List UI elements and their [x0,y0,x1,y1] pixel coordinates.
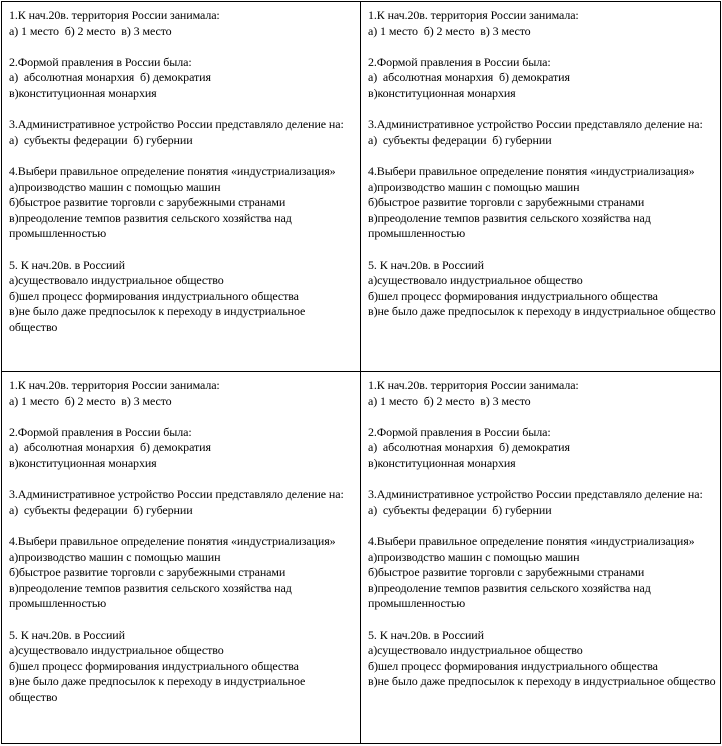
answer-option: в)не было даже предпосылок к переходу в индустриальное общество [9,304,309,334]
answer-options: а) 1 место б) 2 место в) 3 место [368,23,531,38]
table-row [2,372,721,744]
answer-option: б)быстрое развитие торговли с зарубежными странами [9,195,286,210]
question-text: 5. К нач.20в. в Россиий [9,627,125,642]
answer-option: в)конституционная монархия [9,85,157,100]
answer-option: а)производство машин с помощью машин [9,179,221,194]
answer-option: а)производство машин с помощью машин [368,179,580,194]
answer-options: а) 1 место б) 2 место в) 3 место [9,393,172,408]
question-4 [9,164,356,242]
question-text: 1.К нач.20в. территория России занимала: [9,378,220,392]
answer-option: а)производство машин с помощью машин [368,549,580,564]
answer-options: а) абсолютная монархия б) демократия [9,70,211,85]
question-text: 4.Выбери правильное определение понятия «индустриализация» [9,163,336,178]
answer-option: а)производство машин с помощью машин [9,549,221,564]
question-4 [9,534,356,612]
quiz-card-body [368,378,716,690]
answer-option: в)конституционная монархия [368,85,516,100]
question-text: 5. К нач.20в. в Россиий [368,627,484,642]
question-text: 1.К нач.20в. территория России занимала: [368,378,579,392]
answer-option: б)быстрое развитие торговли с зарубежными странами [368,195,645,210]
question-3 [368,117,716,148]
question-text: 3.Административное устройство России представляло деление на: [368,487,703,502]
question-1 [9,8,356,39]
question-4 [368,164,716,242]
quiz-card-body [9,378,356,705]
answer-option: б)шел процесс формирования индустриального общества [368,288,658,303]
answer-option: а)существовало индустриальное общество [368,643,583,658]
question-5 [9,628,356,706]
question-5 [9,258,356,336]
quiz-card [2,372,361,744]
answer-option: в)преодоление темпов развития сельского хозяйства над промышленностью [368,210,654,241]
question-text: 4.Выбери правильное определение понятия «индустриализация» [9,533,336,548]
answer-option: в)преодоление темпов развития сельского хозяйства над промышленностью [368,580,654,611]
answer-option: б)шел процесс формирования индустриального общества [9,288,299,303]
question-text: 1.К нач.20в. территория России занимала: [368,8,579,22]
question-text: 4.Выбери правильное определение понятия «индустриализация» [368,163,695,178]
question-text: 2.Формой правления в России была: [368,424,551,439]
quiz-card-body [368,8,716,320]
quiz-card-table [1,1,721,744]
answer-option: а)существовало индустриальное общество [9,273,224,288]
answer-options: а) субъекты федерации б) губернии [9,132,193,147]
answer-option: в)не было даже предпосылок к переходу в индустриальное общество [368,304,716,319]
question-text: 3.Административное устройство России представляло деление на: [9,117,344,132]
question-text: 2.Формой правления в России была: [9,424,192,439]
question-text: 4.Выбери правильное определение понятия «индустриализация» [368,533,695,548]
answer-options: а) 1 место б) 2 место в) 3 место [9,23,172,38]
question-3 [9,117,356,148]
answer-option: б)быстрое развитие торговли с зарубежными странами [368,565,645,580]
quiz-card [361,372,721,744]
answer-options: а) субъекты федерации б) губернии [9,502,193,517]
question-1 [368,8,716,39]
answer-option: в)конституционная монархия [368,455,516,470]
question-text: 1.К нач.20в. территория России занимала: [9,8,220,22]
question-1 [368,378,716,409]
answer-option: а)существовало индустриальное общество [368,273,583,288]
question-1 [9,378,356,409]
question-text: 2.Формой правления в России была: [368,54,551,69]
question-text: 2.Формой правления в России была: [9,54,192,69]
question-text: 3.Административное устройство России представляло деление на: [9,487,344,502]
question-5 [368,628,716,690]
answer-options: а) абсолютная монархия б) демократия [368,440,570,455]
answer-option: а)существовало индустриальное общество [9,643,224,658]
answer-option: в)преодоление темпов развития сельского хозяйства над промышленностью [9,580,295,611]
question-2 [368,55,716,102]
table-row [2,2,721,372]
answer-options: а) субъекты федерации б) губернии [368,132,552,147]
question-2 [9,425,356,472]
question-5 [368,258,716,320]
answer-option: б)шел процесс формирования индустриального общества [9,658,299,673]
answer-option: в)не было даже предпосылок к переходу в индустриальное общество [9,674,309,704]
answer-option: б)быстрое развитие торговли с зарубежными странами [9,565,286,580]
question-text: 5. К нач.20в. в Россиий [368,257,484,272]
question-2 [9,55,356,102]
question-2 [368,425,716,472]
question-text: 3.Административное устройство России представляло деление на: [368,117,703,132]
question-3 [9,487,356,518]
question-text: 5. К нач.20в. в Россиий [9,257,125,272]
answer-option: в)не было даже предпосылок к переходу в индустриальное общество [368,674,716,689]
answer-options: а) 1 место б) 2 место в) 3 место [368,393,531,408]
question-4 [368,534,716,612]
answer-option: в)преодоление темпов развития сельского хозяйства над промышленностью [9,210,295,241]
answer-option: б)шел процесс формирования индустриального общества [368,658,658,673]
question-3 [368,487,716,518]
answer-options: а) абсолютная монархия б) демократия [368,70,570,85]
quiz-card-body [9,8,356,335]
quiz-card [2,2,361,372]
answer-options: а) субъекты федерации б) губернии [368,502,552,517]
answer-option: в)конституционная монархия [9,455,157,470]
answer-options: а) абсолютная монархия б) демократия [9,440,211,455]
quiz-card [361,2,721,372]
